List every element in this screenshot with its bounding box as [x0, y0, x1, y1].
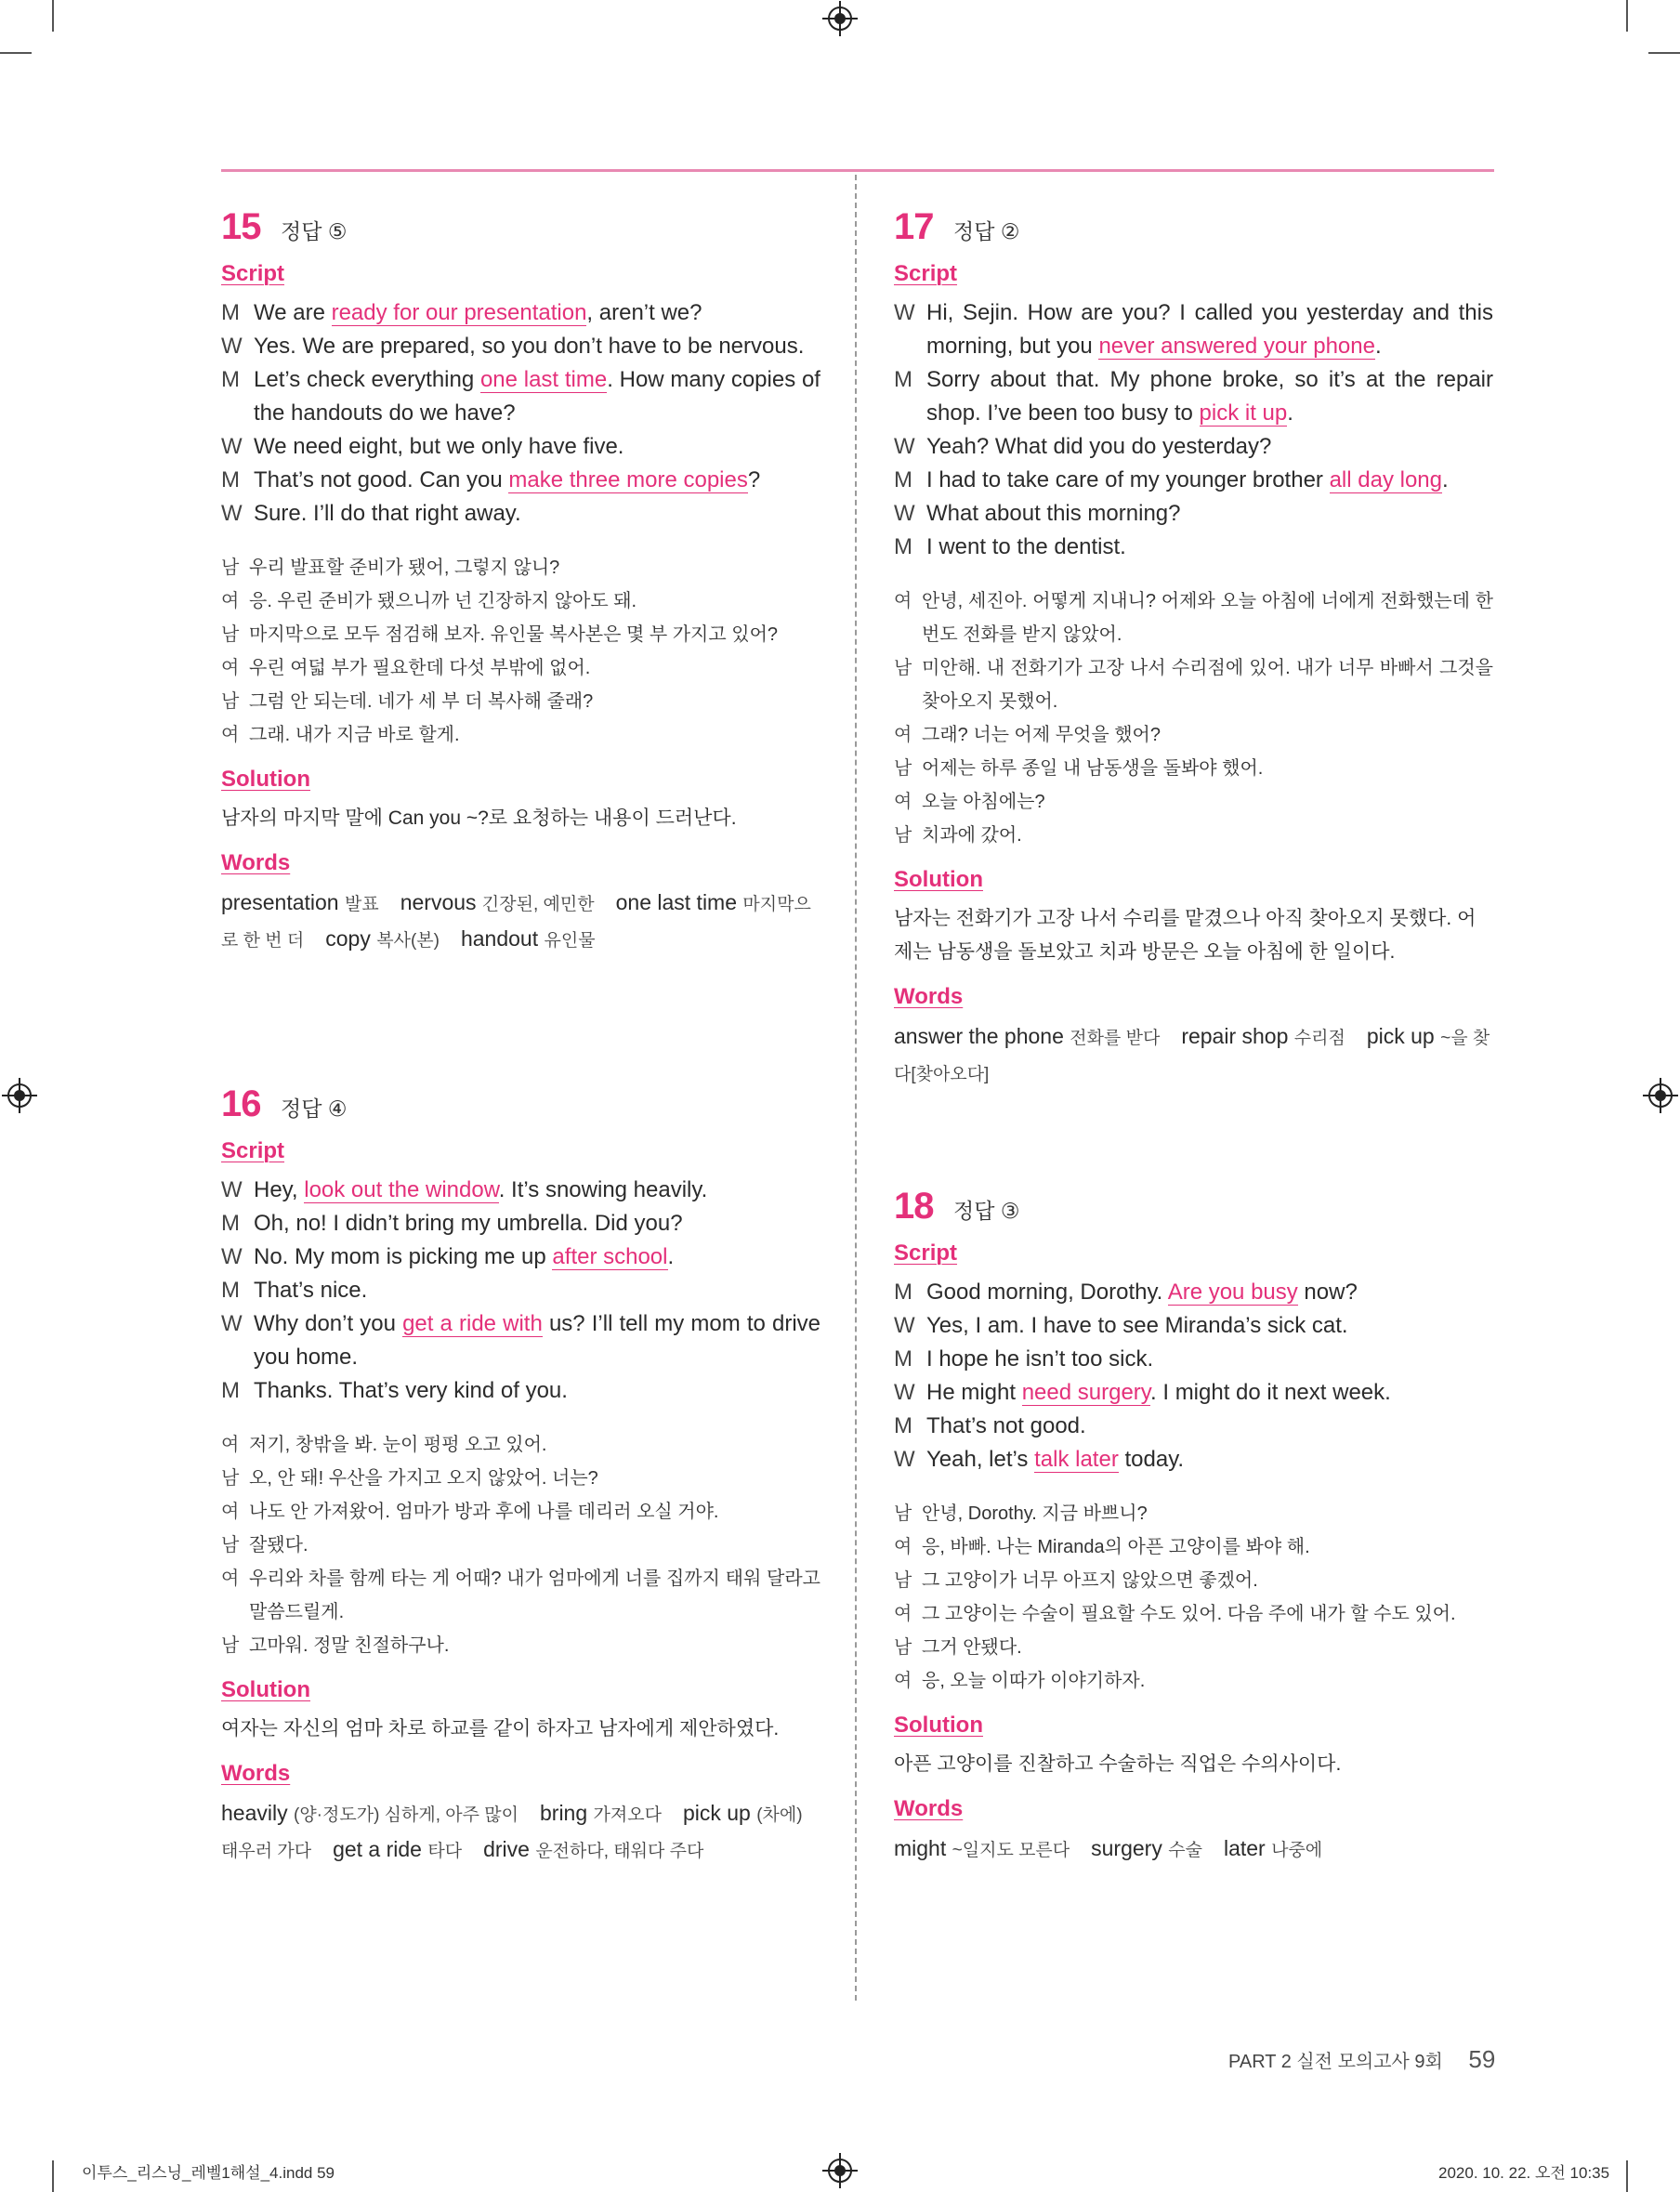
korean-translation — [221, 1428, 820, 1662]
speaker-label: W — [894, 501, 915, 526]
text-segment: now? — [1297, 1280, 1358, 1305]
script-dialogue — [221, 296, 820, 531]
speaker-label: 여 — [894, 1671, 912, 1691]
text-segment: I hope he isn’t too sick. — [926, 1346, 1154, 1372]
crop-mark — [52, 0, 54, 32]
text-segment: Hi, Sejin. How are you? I called you yesterday and this morning, but you — [926, 300, 1493, 359]
translation-line — [894, 1564, 1493, 1597]
translation-line — [894, 785, 1493, 819]
word-english: get a ride — [333, 1837, 422, 1861]
speaker-label: M — [894, 1413, 912, 1438]
korean-translation — [894, 584, 1493, 852]
dialogue-line — [221, 1174, 820, 1207]
speaker-label: M — [221, 300, 240, 325]
dialogue-line — [221, 430, 820, 464]
solution-section — [894, 1713, 1493, 1781]
print-slug-filename: 이투스_리스닝_레벨1해설_4.indd 59 — [82, 2164, 335, 2182]
speaker-label: 여 — [894, 1537, 912, 1557]
translation-line — [221, 584, 820, 618]
dialogue-text — [254, 464, 820, 497]
script-heading: Script — [894, 1240, 958, 1266]
dialogue-text — [254, 1307, 820, 1374]
translation-line — [221, 551, 820, 584]
text-segment: No. My mom is picking me up — [254, 1244, 553, 1269]
translation-text: 오늘 아침에는? — [922, 792, 1045, 812]
dialogue-line — [221, 330, 820, 363]
translation-text: 그 고양이가 너무 아프지 않았으면 좋겠어. — [922, 1570, 1258, 1591]
translation-line — [894, 1664, 1493, 1698]
translation-text: 우리와 차를 함께 타는 게 어때? 내가 엄마에게 너를 집까지 태워 달라고 말씀드릴게. — [249, 1569, 820, 1622]
speaker-label: 여 — [894, 725, 912, 745]
dialogue-line — [221, 497, 820, 531]
word-english: one last time — [615, 890, 738, 914]
dialogue-text — [254, 1174, 820, 1207]
text-segment: , aren’t we? — [586, 300, 702, 325]
text-segment: Yeah, let’s — [926, 1447, 1035, 1472]
page-footer — [1228, 2045, 1495, 2074]
question-header — [221, 1083, 820, 1125]
speaker-label: 여 — [221, 1502, 240, 1522]
text-segment: We are — [254, 300, 332, 325]
dialogue-text — [926, 1309, 1493, 1343]
word-korean: 수술 — [1168, 1841, 1202, 1860]
print-slug-timestamp: 2020. 10. 22. 오전 10:35 — [1438, 2164, 1610, 2182]
dialogue-text — [926, 1410, 1493, 1443]
question-number: 15 — [221, 206, 261, 247]
solution-section — [221, 767, 820, 835]
text-segment: What about this morning? — [926, 501, 1181, 526]
script-dialogue — [894, 1276, 1493, 1477]
dialogue-line — [894, 531, 1493, 564]
speaker-label: W — [894, 300, 915, 325]
translation-line — [894, 651, 1493, 718]
translation-line — [894, 718, 1493, 752]
dialogue-line — [894, 1376, 1493, 1410]
speaker-label: W — [894, 434, 915, 459]
crop-mark — [1626, 2160, 1628, 2192]
highlighted-phrase: look out the window — [304, 1177, 499, 1202]
word-korean: 발표 — [344, 895, 379, 914]
translation-text: 마지막으로 모두 점검해 보자. 유인물 복사본은 몇 부 가지고 있어? — [249, 624, 779, 645]
speaker-label: 여 — [894, 1604, 912, 1624]
translation-text: 안녕, Dorothy. 지금 바쁘니? — [922, 1503, 1148, 1524]
speaker-label: M — [894, 1280, 912, 1305]
word-english: copy — [325, 926, 371, 951]
speaker-label: W — [221, 334, 243, 359]
dialogue-line — [894, 363, 1493, 430]
question-18 — [894, 1186, 1493, 1868]
text-segment: That’s not good. — [926, 1413, 1086, 1438]
highlighted-phrase: all day long — [1329, 467, 1442, 492]
question-number: 18 — [894, 1186, 934, 1227]
dialogue-line — [894, 1343, 1493, 1376]
dialogue-text — [926, 296, 1493, 363]
dialogue-text — [254, 1274, 820, 1307]
answer-label: 정답 ⑤ — [281, 219, 348, 243]
text-segment: Let’s check everything — [254, 367, 480, 392]
crop-mark — [0, 52, 32, 54]
dialogue-line — [894, 1410, 1493, 1443]
solution-heading: Solution — [221, 1677, 310, 1702]
highlighted-phrase: pick it up — [1199, 400, 1288, 426]
text-segment: . — [1287, 400, 1293, 426]
text-segment: . — [1374, 334, 1382, 359]
dialogue-text — [926, 363, 1493, 430]
script-dialogue — [894, 296, 1493, 564]
solution-text: 남자는 전화기가 고장 나서 수리를 맡겼으나 아직 찾아오지 못했다. 어제는 남동생을 돌보았고 치과 방문은 오늘 아침에 한 일이다. — [894, 908, 1477, 963]
word-english: pick up — [682, 1801, 751, 1825]
translation-text: 잘됐다. — [249, 1535, 308, 1555]
dialogue-line — [221, 1307, 820, 1374]
speaker-label: 남 — [221, 691, 240, 712]
script-dialogue — [221, 1174, 820, 1408]
translation-text: 안녕, 세진아. 어떻게 지내니? 어제와 오늘 아침에 너에게 전화했는데 한 번도 전화를 받지 않았어. — [922, 591, 1493, 645]
word-english: heavily — [221, 1801, 288, 1825]
question-16 — [221, 1083, 820, 1869]
translation-text: 응, 바빠. 나는 Miranda의 아픈 고양이를 봐야 해. — [922, 1537, 1310, 1557]
speaker-label: W — [221, 1177, 243, 1202]
translation-text: 미안해. 내 전화기가 고장 나서 수리점에 있어. 내가 너무 바빠서 그것을 찾아오지 못했어. — [922, 658, 1493, 712]
dialogue-text — [254, 497, 820, 531]
speaker-label: 남 — [894, 1637, 912, 1658]
dialogue-text — [926, 430, 1493, 464]
highlighted-phrase: make three more copies — [508, 467, 748, 492]
text-segment: us? I’ll tell my mom to drive you home. — [254, 1311, 820, 1370]
speaker-label: 여 — [894, 591, 912, 611]
word-korean: ~을 찾다[찾아오다] — [894, 1029, 1490, 1084]
text-segment: Yeah? What did you do yesterday? — [926, 434, 1272, 459]
speaker-label: 남 — [894, 825, 912, 846]
dialogue-line — [221, 296, 820, 330]
word-english: answer the phone — [894, 1024, 1064, 1048]
dialogue-line — [894, 296, 1493, 363]
speaker-label: 여 — [221, 591, 240, 611]
word-korean: ~일지도 모른다 — [952, 1841, 1070, 1860]
question-header — [894, 206, 1493, 248]
dialogue-text — [926, 1343, 1493, 1376]
dialogue-line — [221, 1274, 820, 1307]
dialogue-text — [926, 1276, 1493, 1309]
translation-line — [221, 1629, 820, 1662]
highlighted-phrase: Are you busy — [1167, 1280, 1298, 1305]
dialogue-line — [221, 464, 820, 497]
dialogue-text — [926, 531, 1493, 564]
word-korean: 전화를 받다 — [1070, 1029, 1161, 1048]
text-segment: Good morning, Dorothy. — [926, 1280, 1168, 1305]
translation-line — [894, 752, 1493, 785]
crop-mark — [52, 2160, 54, 2192]
registration-mark-icon — [1648, 1083, 1673, 1108]
text-segment: Sorry about that. My phone broke, so it’s at the repair shop. I’ve been too busy to — [926, 367, 1493, 426]
translation-text: 그래. 내가 지금 바로 할게. — [249, 725, 460, 745]
speaker-label: 남 — [894, 758, 912, 779]
text-segment: ? — [747, 467, 761, 492]
text-segment: . — [667, 1244, 675, 1269]
question-header — [894, 1186, 1493, 1227]
speaker-label: W — [894, 1313, 915, 1338]
header-rule — [221, 169, 1494, 172]
word-korean: 가져오다 — [593, 1805, 662, 1825]
highlighted-phrase: get a ride with — [402, 1311, 543, 1336]
text-segment: He might — [926, 1380, 1022, 1405]
highlighted-phrase: ready for our presentation — [331, 300, 587, 325]
highlighted-phrase: talk later — [1034, 1447, 1119, 1472]
speaker-label: M — [221, 467, 240, 492]
translation-text: 나도 안 가져왔어. 엄마가 방과 후에 나를 데리러 오실 거야. — [249, 1502, 719, 1522]
words-list — [894, 1831, 1493, 1868]
word-korean: 긴장된, 예민한 — [481, 895, 595, 914]
speaker-label: M — [894, 534, 912, 559]
speaker-label: 남 — [894, 1503, 912, 1524]
solution-section — [894, 867, 1493, 969]
translation-line — [221, 685, 820, 718]
question-17 — [894, 206, 1493, 1092]
text-segment: . How many copies of the handouts do we have? — [254, 367, 820, 426]
text-segment: That’s not good. Can you — [254, 467, 509, 492]
solution-heading: Solution — [894, 867, 983, 892]
word-korean: 나중에 — [1271, 1841, 1323, 1860]
highlighted-phrase: need surgery — [1021, 1380, 1151, 1405]
translation-text: 그 고양이는 수술이 필요할 수도 있어. 다음 주에 내가 할 수도 있어. — [922, 1604, 1456, 1624]
words-list — [221, 1796, 820, 1869]
word-korean: 유인물 — [544, 931, 596, 951]
text-segment: I went to the dentist. — [926, 534, 1126, 559]
text-segment: We need eight, but we only have five. — [254, 434, 624, 459]
solution-heading: Solution — [221, 767, 310, 792]
translation-line — [221, 718, 820, 752]
translation-text: 우린 여덟 부가 필요한데 다섯 부밖에 없어. — [249, 658, 591, 678]
speaker-label: W — [894, 1447, 915, 1472]
korean-translation — [894, 1497, 1493, 1698]
dialogue-text — [254, 1207, 820, 1240]
dialogue-text — [926, 1443, 1493, 1477]
dialogue-line — [894, 464, 1493, 497]
text-segment: I had to take care of my younger brother — [926, 467, 1330, 492]
dialogue-line — [894, 1309, 1493, 1343]
translation-line — [894, 819, 1493, 852]
text-segment: Oh, no! I didn’t bring my umbrella. Did you? — [254, 1211, 683, 1236]
highlighted-phrase: after school — [552, 1244, 668, 1269]
dialogue-text — [926, 464, 1493, 497]
word-english: presentation — [221, 890, 339, 914]
speaker-label: 남 — [221, 1635, 240, 1656]
translation-line — [894, 1497, 1493, 1530]
text-segment: Thanks. That’s very kind of you. — [254, 1378, 568, 1403]
word-english: repair shop — [1181, 1024, 1289, 1048]
speaker-label: M — [894, 367, 912, 392]
text-segment: That’s nice. — [254, 1278, 368, 1303]
speaker-label: 여 — [894, 792, 912, 812]
word-korean: 수리점 — [1293, 1029, 1345, 1048]
words-section — [221, 850, 820, 958]
speaker-label: W — [221, 501, 243, 526]
column-divider — [855, 175, 857, 2001]
speaker-label: M — [894, 1346, 912, 1372]
words-heading: Words — [221, 850, 291, 875]
translation-text: 오, 안 돼! 우산을 가지고 오지 않았어. 너는? — [249, 1468, 598, 1489]
speaker-label: 여 — [221, 1569, 240, 1589]
word-korean: 복사(본) — [376, 931, 440, 951]
translation-line — [894, 584, 1493, 651]
korean-translation — [221, 551, 820, 752]
speaker-label: M — [221, 1378, 240, 1403]
question-header — [221, 206, 820, 248]
translation-text: 고마워. 정말 친절하구나. — [249, 1635, 450, 1656]
footer-part-title: PART 2 실전 모의고사 9회 — [1228, 2052, 1443, 2072]
word-korean: 마지막으로 한 번 더 — [221, 895, 811, 951]
speaker-label: 남 — [221, 624, 240, 645]
solution-heading: Solution — [894, 1713, 983, 1738]
solution-text: 아픈 고양이를 진찰하고 수술하는 직업은 수의사이다. — [894, 1753, 1342, 1775]
translation-text: 응, 오늘 이따가 이야기하자. — [922, 1671, 1146, 1691]
speaker-label: W — [894, 1380, 915, 1405]
dialogue-text — [254, 330, 820, 363]
answer-label: 정답 ④ — [281, 1096, 348, 1121]
solution-text: 여자는 자신의 엄마 차로 하교를 같이 하자고 남자에게 제안하였다. — [221, 1718, 780, 1739]
speaker-label: W — [221, 1311, 243, 1336]
word-english: drive — [483, 1837, 530, 1861]
word-english: might — [894, 1836, 947, 1860]
speaker-label: W — [221, 1244, 243, 1269]
text-segment: Yes, I am. I have to see Miranda’s sick cat. — [926, 1313, 1348, 1338]
translation-line — [221, 1428, 820, 1462]
highlighted-phrase: one last time — [479, 367, 608, 392]
text-segment: today. — [1118, 1447, 1185, 1472]
translation-line — [221, 1462, 820, 1495]
word-korean: (차에) 태우러 가다 — [221, 1805, 803, 1861]
translation-text: 그거 안됐다. — [922, 1637, 1022, 1658]
text-segment: . It’s snowing heavily. — [498, 1177, 708, 1202]
speaker-label: 남 — [221, 1535, 240, 1555]
speaker-label: 남 — [221, 558, 240, 578]
translation-line — [221, 1529, 820, 1562]
script-heading: Script — [894, 261, 958, 286]
crop-mark — [1626, 0, 1628, 32]
speaker-label: M — [894, 467, 912, 492]
text-segment: Sure. I’ll do that right away. — [254, 501, 521, 526]
translation-text: 그래? 너는 어제 무엇을 했어? — [922, 725, 1161, 745]
words-list — [894, 1019, 1493, 1092]
translation-line — [894, 1530, 1493, 1564]
page-number: 59 — [1468, 2045, 1496, 2073]
highlighted-phrase: never answered your phone — [1098, 334, 1375, 359]
speaker-label: M — [221, 1211, 240, 1236]
text-segment: Why don’t you — [254, 1311, 403, 1336]
word-english: nervous — [400, 890, 477, 914]
text-segment: . I might do it next week. — [1150, 1380, 1391, 1405]
translation-text: 응. 우린 준비가 됐으니까 넌 긴장하지 않아도 돼. — [249, 591, 637, 611]
script-heading: Script — [221, 261, 285, 286]
dialogue-line — [894, 497, 1493, 531]
registration-mark-icon — [7, 1083, 32, 1108]
registration-mark-icon — [828, 7, 852, 31]
solution-section — [221, 1677, 820, 1746]
speaker-label: 남 — [221, 1468, 240, 1489]
speaker-label: 여 — [221, 725, 240, 745]
words-section — [894, 984, 1493, 1092]
script-heading: Script — [221, 1138, 285, 1163]
question-number: 17 — [894, 206, 934, 247]
translation-text: 치과에 갔어. — [922, 825, 1022, 846]
translation-line — [221, 1495, 820, 1529]
dialogue-text — [254, 1374, 820, 1408]
text-segment: Hey, — [254, 1177, 305, 1202]
dialogue-line — [221, 1207, 820, 1240]
dialogue-line — [894, 430, 1493, 464]
question-number: 16 — [221, 1083, 261, 1124]
speaker-label: W — [221, 434, 243, 459]
translation-text: 우리 발표할 준비가 됐어, 그렇지 않니? — [249, 558, 560, 578]
words-heading: Words — [894, 1796, 964, 1821]
dialogue-line — [221, 363, 820, 430]
dialogue-text — [254, 1240, 820, 1274]
dialogue-line — [221, 1240, 820, 1274]
dialogue-text — [254, 430, 820, 464]
word-english: bring — [540, 1801, 588, 1825]
words-list — [221, 886, 820, 958]
speaker-label: 남 — [894, 1570, 912, 1591]
words-section — [221, 1761, 820, 1869]
translation-line — [894, 1631, 1493, 1664]
words-heading: Words — [221, 1761, 291, 1786]
word-korean: (양·정도가) 심하게, 아주 많이 — [294, 1805, 518, 1825]
words-section — [894, 1796, 1493, 1868]
translation-line — [894, 1597, 1493, 1631]
translation-text: 어제는 하루 종일 내 남동생을 돌봐야 했어. — [922, 758, 1264, 779]
word-english: handout — [460, 926, 539, 951]
speaker-label: 남 — [894, 658, 912, 678]
speaker-label: M — [221, 367, 240, 392]
solution-text: 남자의 마지막 말에 Can you ~?로 요청하는 내용이 드러난다. — [221, 807, 737, 829]
speaker-label: 여 — [221, 658, 240, 678]
translation-text: 그럼 안 되는데. 네가 세 부 더 복사해 줄래? — [249, 691, 594, 712]
registration-mark-icon — [828, 2159, 852, 2183]
word-english: pick up — [1366, 1024, 1435, 1048]
crop-mark — [1648, 52, 1680, 54]
word-korean: 타다 — [427, 1842, 463, 1861]
translation-line — [221, 1562, 820, 1629]
text-segment: . — [1442, 467, 1449, 492]
word-english: surgery — [1091, 1836, 1162, 1860]
translation-line — [221, 618, 820, 651]
dialogue-text — [254, 363, 820, 430]
word-korean: 운전하다, 태워다 주다 — [535, 1842, 704, 1861]
dialogue-line — [894, 1443, 1493, 1477]
answer-label: 정답 ③ — [953, 1199, 1020, 1223]
word-english: later — [1223, 1836, 1266, 1860]
dialogue-text — [926, 497, 1493, 531]
words-heading: Words — [894, 984, 964, 1009]
speaker-label: M — [221, 1278, 240, 1303]
question-15 — [221, 206, 820, 958]
dialogue-text — [926, 1376, 1493, 1410]
speaker-label: 여 — [221, 1435, 240, 1455]
translation-text: 저기, 창밖을 봐. 눈이 펑펑 오고 있어. — [249, 1435, 547, 1455]
dialogue-line — [894, 1276, 1493, 1309]
text-segment: Yes. We are prepared, so you don’t have to be nervous. — [254, 334, 805, 359]
answer-label: 정답 ② — [953, 219, 1020, 243]
translation-line — [221, 651, 820, 685]
dialogue-text — [254, 296, 820, 330]
dialogue-line — [221, 1374, 820, 1408]
